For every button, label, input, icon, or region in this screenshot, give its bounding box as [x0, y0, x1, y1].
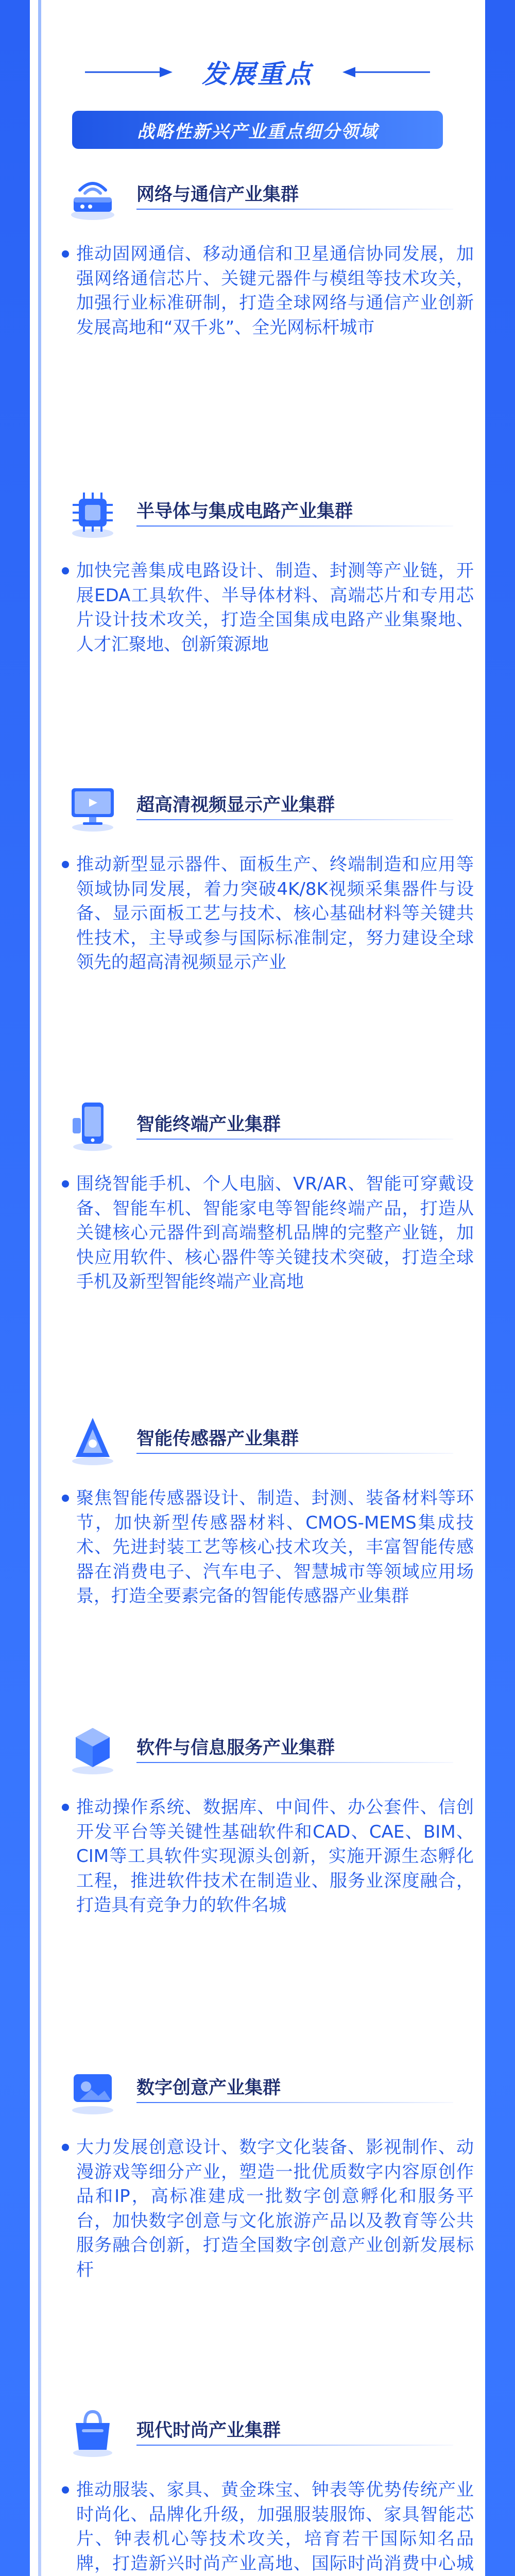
section-rule [136, 209, 453, 210]
section-semiconductor [62, 482, 474, 657]
smartphone-icon [62, 1095, 124, 1157]
section-body [62, 559, 474, 657]
section-uhd-display [62, 775, 474, 975]
bullet-dot [62, 250, 69, 258]
section-smart-sensor [62, 1409, 474, 1609]
section-title: 软件与信息服务产业集群 [136, 1738, 335, 1758]
bullet-dot [62, 2486, 69, 2494]
page-title: 发展重点 [202, 59, 313, 89]
bullet-dot [62, 1180, 69, 1188]
section-digital-creative [62, 2058, 474, 2282]
subtitle: 战略性新兴产业重点细分领域 [137, 121, 378, 142]
section-smart-terminal [62, 1095, 474, 1295]
section-text: 大力发展创意设计、数字文化装备、影视制作、动漫游戏等细分产业，塑造一批优质数字内容原创作品和IP，高标准建成一批数字创意孵化和服务平台，加快数字创意与文化旅游产品以及教育等公共服务融合创新，打造全国数字创意产业创新发展标杆 [76, 2137, 474, 2280]
sensor-icon [62, 1409, 124, 1471]
section-rule [136, 1139, 453, 1140]
section-text: 推动新型显示器件、面板生产、终端制造和应用等领域协同发展，着力突破4K/8K视频采集器件与设备、显示面板工艺与技术、核心基础材料等关键共性技术，主导或参与国际标准制定，努力建设全球领先的超高清视频显示产业 [76, 854, 474, 973]
section-title: 数字创意产业集群 [136, 2078, 281, 2098]
header-flourish-right [330, 64, 433, 80]
header-flourish-left [82, 64, 185, 80]
bullet-dot [62, 1804, 69, 1811]
section-rule [136, 2102, 453, 2103]
section-body [62, 1795, 474, 1918]
subtitle-bar [72, 111, 443, 149]
section-text: 加快完善集成电路设计、制造、封测等产业链，开展EDA工具软件、半导体材料、高端芯片和专用芯片设计技术攻关，打造全国集成电路产业集聚地、人才汇聚地、创新策源地 [76, 561, 474, 655]
section-network-communication [62, 165, 474, 340]
section-rule [136, 2445, 453, 2446]
section-body [62, 853, 474, 975]
bullet-dot [62, 2144, 69, 2151]
section-body [62, 2136, 474, 2282]
bullet-dot [62, 567, 69, 574]
wifi-router-icon [62, 165, 124, 227]
section-body [62, 242, 474, 340]
section-text: 推动操作系统、数据库、中间件、办公套件、信创开发平台等关键性基础软件和CAD、CAE、BIM、CIM等工具软件实现源头创新，实施开源生态孵化工程，推进软件技术在制造业、服务业深度融合，打造具有竞争力的软件名城 [76, 1797, 474, 1916]
side-rule [38, 0, 41, 2576]
section-rule [136, 526, 453, 527]
chip-icon [62, 482, 124, 544]
section-title: 智能传感器产业集群 [136, 1429, 299, 1449]
section-text: 推动服装、家具、黄金珠宝、钟表等优势传统产业时尚化、品牌化升级，加强服装服饰、家具智能芯片、钟表机心等技术攻关，培育若干国际知名品牌，打造新兴时尚产业高地、国际时尚消费中心城 [76, 2480, 474, 2574]
section-modern-fashion [62, 2401, 474, 2576]
section-body [62, 1486, 474, 1609]
creative-media-icon [62, 2058, 124, 2120]
section-header [62, 49, 453, 95]
section-text: 围绕智能手机、个人电脑、VR/AR、智能可穿戴设备、智能车机、智能家电等智能终端产品，打造从关键核心元器件到高端整机品牌的完整产业链，加快应用软件、核心器件等关键技术突破，打造全球手机及新型智能终端产业高地 [76, 1174, 474, 1292]
section-title: 智能终端产业集群 [136, 1114, 281, 1135]
section-text: 聚焦智能传感器设计、制造、封测、装备材料等环节，加快新型传感器材料、CMOS-MEMS集成技术、先进封装工艺等核心技术攻关，丰富智能传感器在消费电子、汽车电子、智慧城市等领域应用场景，打造全要素完备的智能传感器产业集群 [76, 1488, 474, 1606]
section-body [62, 1172, 474, 1295]
display-icon [62, 775, 124, 837]
section-title: 网络与通信产业集群 [136, 184, 299, 205]
section-text: 推动固网通信、移动通信和卫星通信协同发展，加强网络通信芯片、关键元器件与模组等技术攻关，加强行业标准研制，打造全球网络与通信产业创新发展高地和“双千兆”、全光网标杆城市 [76, 244, 474, 338]
shopping-bag-icon [62, 2401, 124, 2463]
bullet-dot [62, 1495, 69, 1502]
section-title: 超高清视频显示产业集群 [136, 795, 335, 816]
section-software-info [62, 1718, 474, 1918]
section-rule [136, 819, 453, 820]
section-body [62, 2478, 474, 2576]
section-rule [136, 1453, 453, 1454]
section-title: 半导体与集成电路产业集群 [136, 501, 353, 522]
section-title: 现代时尚产业集群 [136, 2420, 281, 2441]
section-rule [136, 1762, 453, 1763]
bullet-dot [62, 861, 69, 868]
cube-software-icon [62, 1718, 124, 1780]
